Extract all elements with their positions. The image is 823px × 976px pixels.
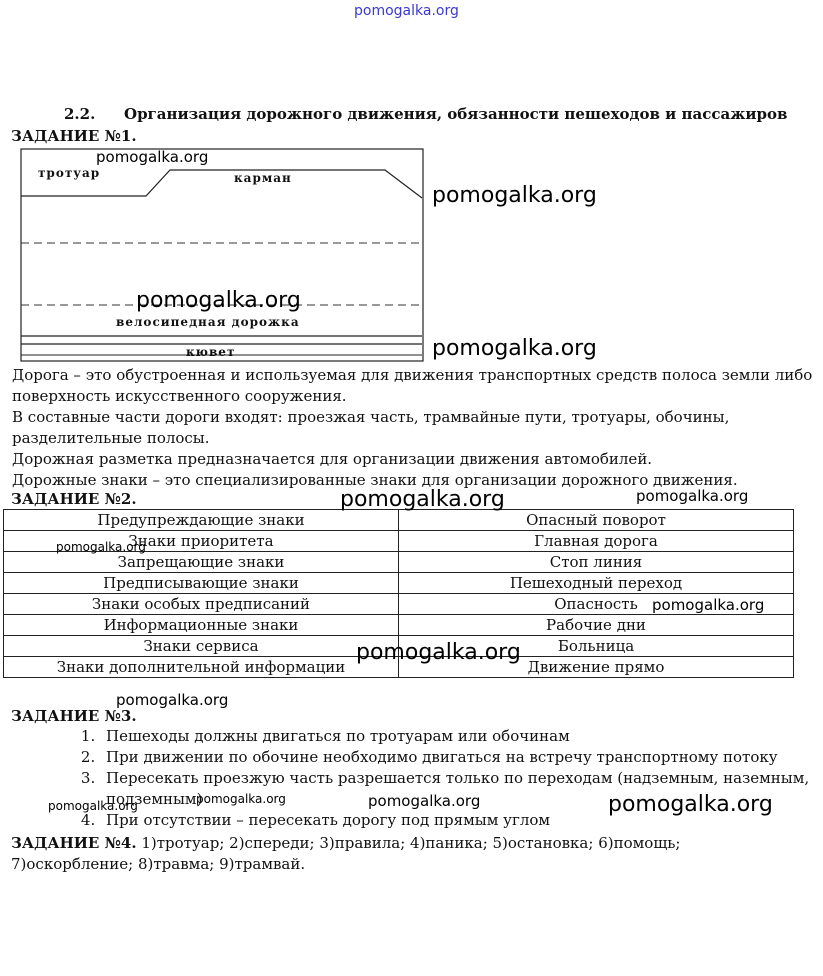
watermark: pomogalka.org (432, 183, 597, 208)
sign-example: Опасный поворот (399, 510, 794, 531)
sign-category: Предписывающие знаки (4, 573, 399, 594)
task3-heading: ЗАДАНИЕ №3. (11, 707, 137, 725)
task2-heading: ЗАДАНИЕ №2. (11, 490, 137, 508)
paragraph-line: В составные части дороги входят: проезжая часть, трамвайные пути, тротуары, обочины, (12, 408, 730, 426)
sign-example: Больница (399, 636, 794, 657)
watermark: pomogalka.org (368, 792, 481, 810)
section-number: 2.2. (64, 105, 96, 123)
watermark: pomogalka.org (608, 792, 773, 817)
sign-category: Запрещающие знаки (4, 552, 399, 573)
watermark: pomogalka.org (116, 691, 229, 709)
sign-category: Предупреждающие знаки (4, 510, 399, 531)
list-item: 1. Пешеходы должны двигаться по тротуарам или обочинам (100, 726, 823, 747)
table-row (4, 552, 794, 573)
watermark: pomogalka.org (652, 596, 765, 614)
paragraph-line: разделительные полосы. (12, 429, 210, 447)
label-ditch: кювет (186, 345, 236, 359)
label-pocket: карман (234, 171, 292, 185)
table-row (4, 573, 794, 594)
watermark: pomogalka.org (96, 148, 209, 166)
paragraph-line: Дорожная разметка предназначается для организации движения автомобилей. (12, 450, 653, 468)
sign-example: Главная дорога (399, 531, 794, 552)
section-title: Организация дорожного движения, обязанности пешеходов и пассажиров (124, 105, 788, 123)
sign-category: Знаки сервиса (4, 636, 399, 657)
watermark: pomogalka.org (636, 487, 749, 505)
sign-category: Знаки приоритета (4, 531, 399, 552)
task1-heading: ЗАДАНИЕ №1. (11, 127, 137, 145)
list-item: 4. При отсутствии – пересекать дорогу под прямым углом (100, 810, 823, 831)
list-item: 3. Пересекать проезжую часть разрешается только по переходам (надземным, наземным, подземным) (100, 768, 823, 810)
watermark: pomogalka.org (340, 487, 505, 512)
watermark: pomogalka.org (432, 336, 597, 361)
sign-example: Стоп линия (399, 552, 794, 573)
paragraph-line: Дорожные знаки – это специализированные знаки для организации дорожного движения. (12, 471, 738, 489)
task4-line1 (11, 833, 680, 854)
watermark: pomogalka.org (136, 288, 301, 313)
watermark: pomogalka.org (48, 799, 138, 813)
watermark: pomogalka.org (56, 540, 146, 554)
task4-answers-2: 7)оскорбление; 8)травма; 9)трамвай. (11, 855, 306, 873)
sign-example: Опасность (399, 594, 794, 615)
task1-paragraphs (12, 365, 812, 491)
sign-example: Движение прямо (399, 657, 794, 678)
top-watermark: pomogalka.org (354, 3, 459, 19)
sign-example: Рабочие дни (399, 615, 794, 636)
paragraph-line: поверхность искусственного сооружения. (12, 387, 347, 405)
road-diagram (20, 148, 424, 362)
list-item: 2. При движении по обочине необходимо двигаться на встречу транспортному потоку (100, 747, 823, 768)
watermark: pomogalka.org (196, 792, 286, 806)
task4-heading: ЗАДАНИЕ №4. (11, 834, 137, 852)
task4-answers-1: 1)тротуар; 2)спереди; 3)правила; 4)паника; 5)остановка; 6)помощь; (141, 834, 681, 852)
label-bike-lane: велосипедная дорожка (116, 315, 300, 329)
sign-category: Знаки дополнительной информации (4, 657, 399, 678)
sign-category: Знаки особых предписаний (4, 594, 399, 615)
road-frame (21, 149, 423, 361)
label-sidewalk: тротуар (38, 166, 101, 180)
table-row (4, 615, 794, 636)
watermark: pomogalka.org (356, 640, 521, 665)
sign-category: Информационные знаки (4, 615, 399, 636)
paragraph-line: Дорога – это обустроенная и используемая для движения транспортных средств полоса земли либо (12, 366, 813, 384)
road-diagram-svg (20, 148, 424, 362)
sign-example: Пешеходный переход (399, 573, 794, 594)
table-row (4, 510, 794, 531)
